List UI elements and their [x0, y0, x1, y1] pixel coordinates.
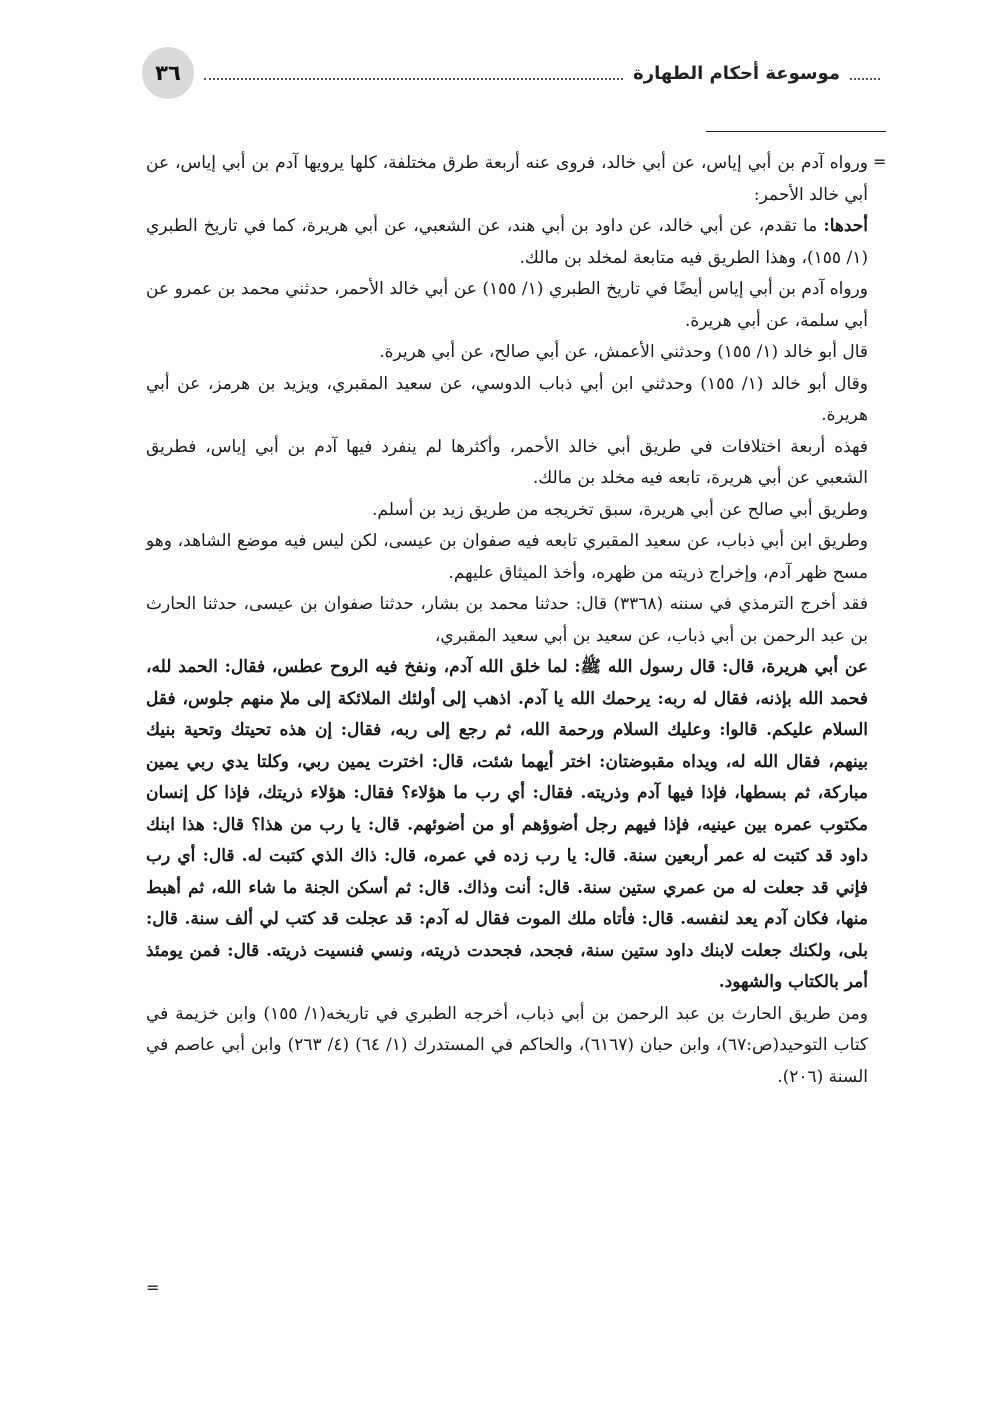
- paragraph: [146, 432, 868, 495]
- paragraph: [146, 211, 868, 274]
- paragraph: [146, 274, 868, 337]
- paragraph-text: وقال أبو خالد (١/ ١٥٥) وحدثني ابن أبي ذباب الدوسي، عن سعيد المقبري، ويزيد بن هرمز، عن أبي هريرة.: [146, 373, 868, 425]
- paragraph: [146, 526, 868, 589]
- book-title: موسوعة أحكام الطهارة: [633, 62, 840, 84]
- paragraph-text: وطريق أبي صالح عن أبي هريرة، سبق تخريجه من طريق زيد بن أسلم.: [372, 499, 868, 520]
- closing-paragraph: ومن طريق الحارث بن عبد الرحمن بن أبي ذباب، أخرجه الطبري في تاريخه(١/ ١٥٥) وابن خزيمة في كتاب التوحيد(ص:٦٧)، وابن حبان (٦١٦٧)، والحاكم في المستدرك (١/ ٦٤) (٤/ ٢٦٣) وابن أبي عاصم في السنة (٢٠٦).: [146, 1003, 868, 1087]
- paragraph-text: وطريق ابن أبي ذباب، عن سعيد المقبري تابعه فيه صفوان بن عيسى، لكن ليس فيه موضع الشاهد، وهو مسح ظهر آدم، وإخراج ذريته من ظهره، وأخذ الميثاق عليهم.: [146, 531, 868, 583]
- paragraph: [146, 369, 868, 432]
- header-dotted-leader-right: [850, 78, 880, 80]
- paragraph: [146, 589, 868, 652]
- paragraph-text: فقد أخرج الترمذي في سننه (٣٣٦٨) قال: حدثنا محمد بن بشار، حدثنا صفوان بن عيسى، حدثنا الحارث بن عبد الرحمن بن أبي ذباب، عن سعيد بن أبي سعيد المقبري،: [146, 594, 868, 646]
- footnote-body: [146, 148, 868, 1093]
- paragraph-text: ورواه آدم بن أبي إياس، عن أبي خالد، فروى عنه أربعة طرق مختلفة، كلها يرويها آدم بن أبي إياس، عن أبي خالد الأحمر:: [146, 153, 868, 205]
- continuation-mark-bottom: =: [146, 1278, 160, 1297]
- continuation-mark-top: =: [873, 152, 887, 171]
- paragraph: [146, 148, 868, 211]
- paragraph-text: فهذه أربعة اختلافات في طريق أبي خالد الأحمر، وأكثرها لم ينفرد فيها آدم بن أبي إياس، فطريق الشعبي عن أبي هريرة، تابعه فيه مخلد بن مالك.: [146, 436, 868, 488]
- paragraph: [146, 495, 868, 527]
- page-header: [140, 50, 890, 96]
- footnote-separator: [706, 131, 886, 132]
- paragraph: [146, 337, 868, 369]
- page-number: ٣٦: [142, 47, 194, 99]
- paragraph-text: ما تقدم، عن أبي خالد، عن داود بن أبي هند، عن الشعبي، عن أبي هريرة، كما في تاريخ الطبري (١/ ١٥٥)، وهذا الطريق فيه متابعة لمخلد بن مالك.: [146, 216, 868, 268]
- paragraph-text: ورواه آدم بن أبي إياس أيضًا في تاريخ الطبري (١/ ١٥٥) عن أبي خالد الأحمر، حدثني محمد بن عمرو عن أبي سلمة، عن أبي هريرة.: [146, 279, 868, 331]
- hadith-text: عن أبي هريرة، قال: قال رسول الله ﷺ: لما خلق الله آدم، ونفخ فيه الروح عطس، فقال: الحمد لله، فحمد الله بإذنه، فقال له ربه: يرحمك الله يا آدم. اذهب إلى أولئك الملائكة إلى ملإ منهم جلوس، فقل السلام عليكم. قالوا: وعليك السلام ورحمة الله، ثم رجع إلى ربه، فقال: إن هذه تحيتك وتحية بنيك بينهم، فقال الله له، ويداه مقبوضتان: اختر أيهما شئت، قال: اخترت يمين ربي، وكلتا يدي ربي يمين مباركة، ثم بسطها، فإذا فيها آدم وذريته. فقال: أي رب ما هؤلاء؟ فقال: هؤلاء ذريتك، فإذا كل إنسان مكتوب عمره بين عينيه، فإذا فيهم رجل أضوؤهم أو من أضوئهم. قال: يا رب من هذا؟ قال: هذا ابنك داود قد كتبت له عمر أربعين سنة. قال: يا رب زده في عمره، قال: ذاك الذي كتبت له. قال: أي رب فإني قد جعلت له من عمري ستين سنة. قال: أنت وذاك. قال: ثم أسكن الجنة ما شاء الله، ثم أهبط منها، فكان آدم يعد لنفسه. قال: فأتاه ملك الموت فقال له آدم: قد عجلت قد كتب لي ألف سنة. قال: بلى، ولكنك جعلت لابنك داود ستين سنة، فجحد، فجحدت ذريته، ونسي فنسيت ذريته. قال: فمن يومئذ أمر بالكتاب والشهود.: [146, 657, 868, 992]
- header-dotted-leader: [204, 78, 623, 80]
- paragraph-lead: أحدها:: [823, 216, 868, 236]
- paragraph-text: قال أبو خالد (١/ ١٥٥) وحدثني الأعمش، عن أبي صالح، عن أبي هريرة.: [379, 342, 868, 362]
